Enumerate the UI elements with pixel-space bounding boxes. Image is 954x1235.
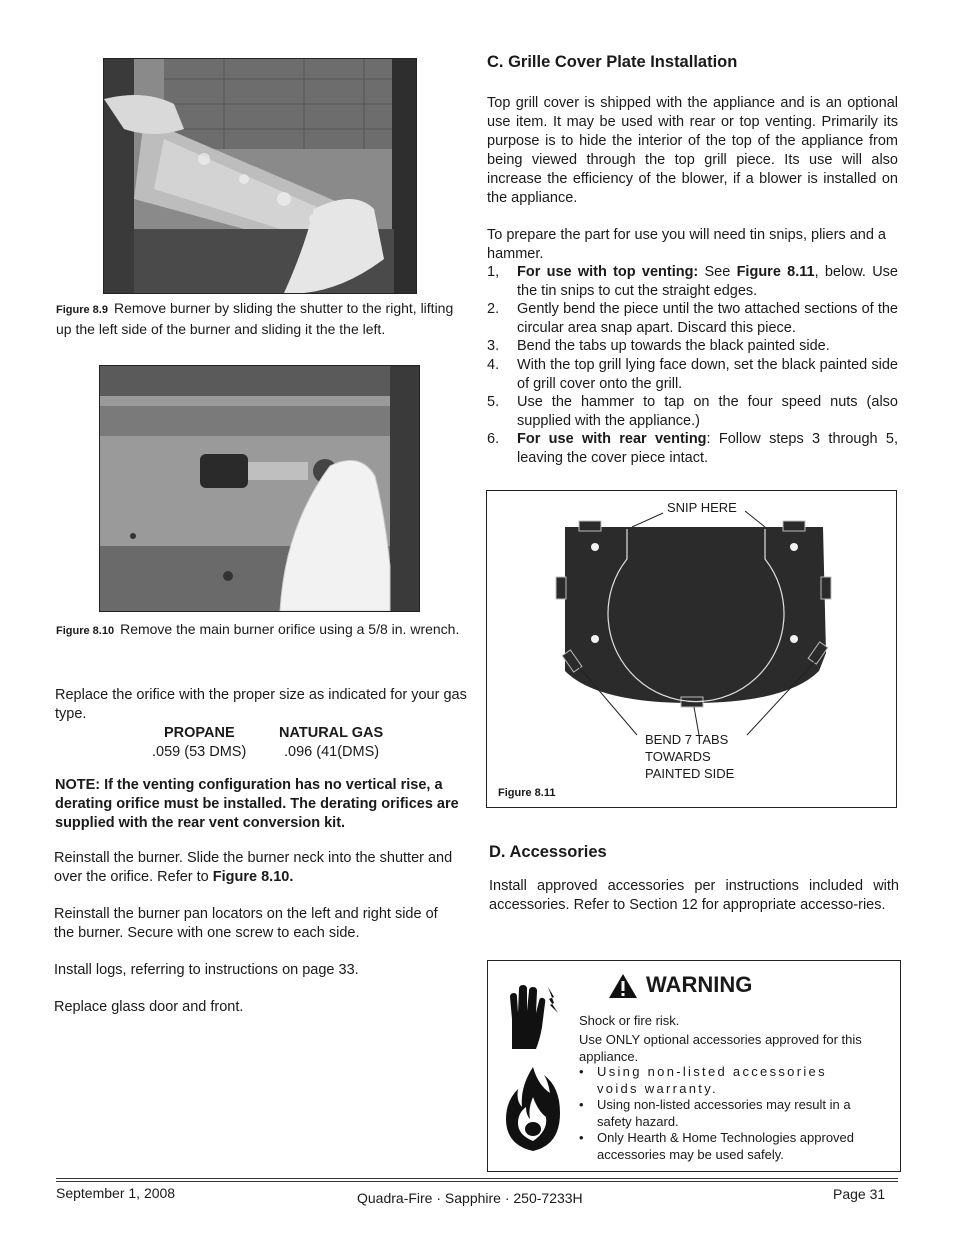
step-5-num: 5. <box>487 394 500 411</box>
step-3-num: 3. <box>487 338 500 355</box>
step-6 <box>487 430 898 467</box>
figure-8-11-label: Figure 8.11 <box>498 787 556 799</box>
step-1-pre: See <box>698 264 737 280</box>
install-logs-text: Install logs, referring to instructions on page 33. <box>54 962 359 978</box>
warning-title: WARNING <box>646 972 753 997</box>
warning-bullet-3-text: Only Hearth & Home Technologies approved accessories may be used safely. <box>597 1130 855 1162</box>
step-6-text: : Follow steps 3 through 5, leaving the cover piece intact. <box>517 431 898 466</box>
bend-tabs-label-3: PAINTED SIDE <box>645 766 735 781</box>
section-c-intro: Top grill cover is shipped with the appliance and is an optional use item. It may be used with rear or top venting. Primarily its purpose is to hide the interior of the top of the appliance from being viewed through the top grill piece. Its use will also increase the efficiency of the blower, if a blower is installed on the appliance. <box>487 95 898 206</box>
figure-8-9-photo <box>103 58 417 294</box>
replace-glass-text: Replace glass door and front. <box>54 999 244 1015</box>
replace-orifice-text: Replace the orifice with the proper size as indicated for your gas type. <box>55 687 467 722</box>
step-6-num: 6. <box>487 431 500 448</box>
step-2-num: 2. <box>487 301 500 318</box>
reinstall-burner-text <box>54 849 464 887</box>
step-4-num: 4. <box>487 356 500 373</box>
figure-8-10-caption-text: Remove the main burner orifice using a 5/8 in. wrench. <box>120 621 460 637</box>
figure-8-10-label: Figure 8.10 <box>56 625 115 637</box>
reinstall-burner-body: Reinstall the burner. Slide the burner neck into the shutter and over the orifice. Refer to <box>54 850 453 885</box>
gas-header-propane: PROPANE <box>164 725 235 741</box>
step-1-num: 1, <box>487 264 500 280</box>
footer-doc-id: Quadra-Fire · Sapphire · 250-7233H <box>357 1190 583 1206</box>
figure-8-9-label: Figure 8.9 <box>56 304 108 316</box>
warning-bullet-2-text: Using non-listed accessories may result in a safety hazard. <box>597 1097 851 1129</box>
shock-hazard-icon <box>504 983 560 1051</box>
step-5 <box>487 393 898 430</box>
step-3-text: Bend the tabs up towards the black painted side. <box>517 338 830 355</box>
gas-header-natural: NATURAL GAS <box>279 725 384 741</box>
section-c-steps <box>487 263 898 468</box>
section-c-prep: To prepare the part for use you will need tin snips, pliers and a hammer. <box>487 227 886 262</box>
gas-value-natural: .096 (41(DMS) <box>284 744 380 760</box>
step-2-text: Gently bend the piece until the two attached sections of the circular area snap apart. Discard this piece. <box>517 301 898 336</box>
section-d-text: Install approved accessories per instructions included with accessories. Refer to Section 12 for appropriate accesso-ries. <box>489 878 899 913</box>
warning-box <box>487 960 901 1172</box>
step-2 <box>487 300 898 337</box>
section-c-heading: C. Grille Cover Plate Installation <box>487 53 738 71</box>
gas-value-propane: .059 (53 DMS) <box>152 744 247 760</box>
figure-8-9-caption-text: Remove burner by sliding the shutter to the right, lifting up the left side of the burner and sliding it the the left. <box>56 300 454 337</box>
reinstall-burner-ref: Figure 8.10. <box>212 869 294 885</box>
warning-bullet-3: • Only Hearth & Home Technologies approved accessories may be used safely. <box>579 1130 855 1162</box>
bend-tabs-label-1: BEND 7 TABS <box>645 732 729 747</box>
step-5-text: Use the hammer to tap on the four speed nuts (also supplied with the appliance.) <box>517 394 898 429</box>
footer-date: September 1, 2008 <box>56 1185 176 1201</box>
figure-8-11-box <box>486 490 897 808</box>
fire-hazard-icon <box>504 1065 562 1153</box>
footer-rule-2 <box>56 1181 898 1182</box>
warning-bullets <box>579 1064 871 1163</box>
step-1 <box>487 263 898 300</box>
section-d-heading: D. Accessories <box>489 843 607 861</box>
reinstall-locators-text: Reinstall the burner pan locators on the left and right side of the burner. Secure with one screw to each side. <box>54 906 438 941</box>
warning-line-1: Shock or fire risk. <box>579 1013 680 1028</box>
footer-page-number: Page 31 <box>833 1186 886 1202</box>
step-4-text: With the top grill lying face down, set the black painted side of grill cover onto the grill. <box>517 356 898 392</box>
warning-bullet-2: • Using non-listed accessories may result in a safety hazard. <box>579 1097 851 1129</box>
step-6-bold: For use with rear venting <box>517 431 707 448</box>
warning-bullet-1: • Using non-listed accessories voids warranty. <box>579 1064 827 1096</box>
figure-8-10-photo <box>99 365 420 612</box>
step-1-bold: For use with top venting: <box>517 264 699 280</box>
figure-8-10-caption <box>56 620 468 641</box>
step-4 <box>487 356 898 393</box>
step-3 <box>487 337 898 356</box>
step-1-post: , below. Use the tin snips to cut the straight edges. <box>517 264 898 299</box>
derating-note: NOTE: If the venting configuration has no vertical rise, a derating orifice must be installed. The derating orifices are supplied with the rear vent conversion kit. <box>55 777 459 831</box>
figure-8-9-caption <box>56 299 468 339</box>
warning-line-2: Use ONLY optional accessories approved for this appliance. <box>579 1032 862 1064</box>
warning-bullet-1-text: Using non-listed accessories voids warranty. <box>597 1064 827 1096</box>
footer-rule-1 <box>56 1178 898 1179</box>
step-1-ref: Figure 8.11 <box>736 264 815 280</box>
bend-tabs-label-2: TOWARDS <box>645 749 711 764</box>
snip-here-label: SNIP HERE <box>667 500 737 515</box>
warning-triangle-icon <box>608 973 638 999</box>
